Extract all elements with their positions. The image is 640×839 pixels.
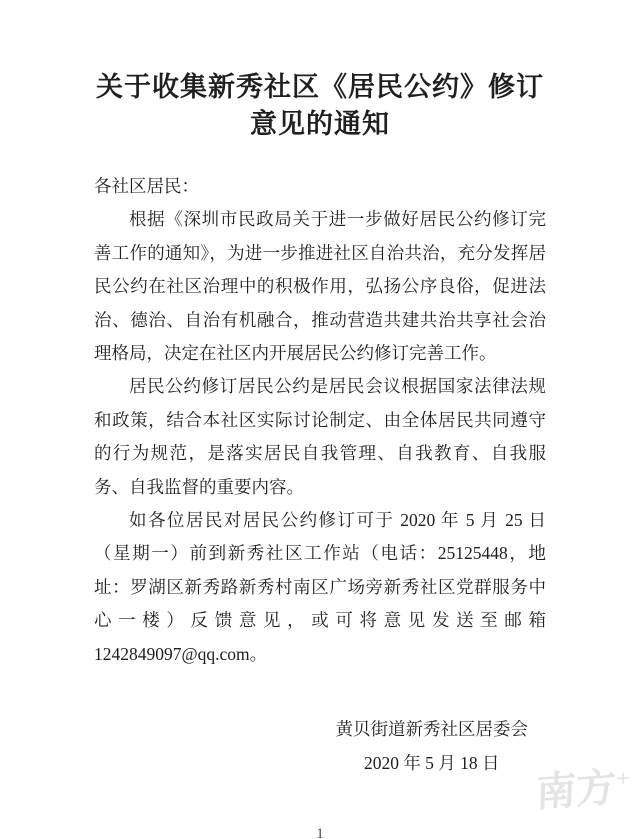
document-title bbox=[0, 0, 640, 143]
paragraph-definition: 居民公约修订居民公约是居民会议根据国家法律法规和政策，结合本社区实际讨论制定、由全体居民共同遵守的行为规范，是落实居民自我管理、自我教育、自我服务、自我监督的重要内容。 bbox=[94, 376, 546, 497]
paragraph-basis: 根据《深圳市民政局关于进一步做好居民公约修订完善工作的通知》，为进一步推进社区自治共治，充分发挥居民公约在社区治理中的积极作用，弘扬公序良俗，促进法治、德治、自治有机融合，推动营造共建共治共享社会治理格局，决定在社区内开展居民公约修订完善工作。 bbox=[94, 209, 546, 364]
watermark-text: 南方 bbox=[535, 764, 618, 816]
document-body bbox=[94, 170, 546, 671]
paragraph-feedback-instructions: 如各位居民对居民公约修订可于 2020 年 5 月 25 日（星期一）前到新秀社区工作站（电话：25125448，地址：罗湖区新秀路新秀村南区广场旁新秀社区党群服务中心一楼）反馈意见，或可将意见发送至邮箱 1242849097@qq.com。 bbox=[94, 510, 546, 664]
signature-block bbox=[336, 713, 529, 780]
page-number: 1 bbox=[316, 826, 324, 839]
salutation: 各社区居民： bbox=[94, 176, 199, 196]
nanfang-plus-watermark bbox=[536, 763, 631, 818]
title-line-2: 意见的通知 bbox=[250, 109, 390, 139]
title-line-1: 关于收集新秀社区《居民公约》修订 bbox=[96, 72, 544, 102]
signing-organization: 黄贝街道新秀社区居委会 bbox=[335, 719, 528, 740]
signing-date: 2020 年 5 月 18 日 bbox=[363, 752, 500, 773]
watermark-plus-icon: + bbox=[616, 765, 631, 793]
